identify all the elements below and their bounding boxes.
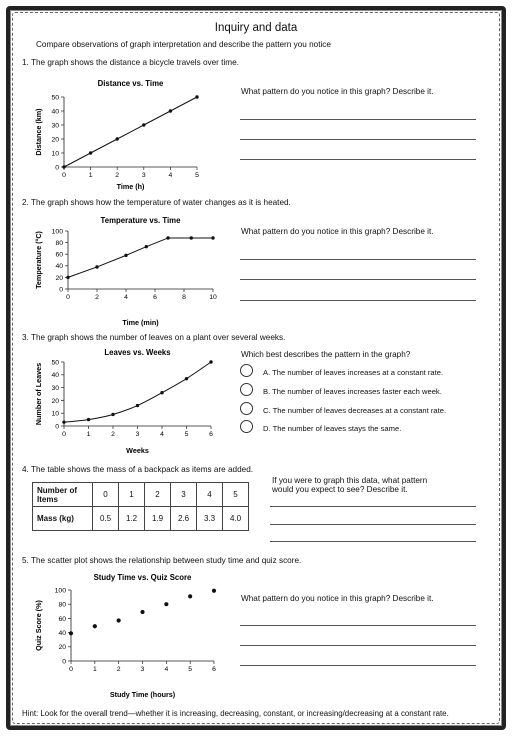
chart-temperature-vs-time xyxy=(30,213,225,330)
question-2-text: 2. The graph shows how the temperature of water changes as it is heated. xyxy=(22,198,291,207)
y-tick-label: 30 xyxy=(51,122,59,130)
data-point xyxy=(116,137,119,140)
question-3-text: 3. The graph shows the number of leaves on a plant over several weeks. xyxy=(22,333,286,342)
x-tick-label: 8 xyxy=(182,294,186,301)
table-row xyxy=(33,483,249,507)
series-line xyxy=(64,97,197,167)
data-point xyxy=(62,420,65,423)
y-tick-label: 10 xyxy=(51,410,59,418)
y-tick-label: 20 xyxy=(51,397,59,405)
data-point xyxy=(166,236,169,239)
choice-b-radio[interactable] xyxy=(240,383,253,396)
answer-line[interactable] xyxy=(240,300,476,301)
y-tick-label: 50 xyxy=(51,94,59,102)
choice-c-label: C. The number of leaves decreases at a constant rate. xyxy=(263,406,447,415)
answer-line[interactable] xyxy=(270,541,476,542)
y-tick-label: 0 xyxy=(55,423,59,431)
question-3-prompt: Which best describes the pattern in the graph? xyxy=(241,350,411,359)
y-tick-label: 60 xyxy=(55,251,63,259)
data-point xyxy=(87,418,90,421)
x-tick-label: 4 xyxy=(164,666,169,673)
y-tick-label: 80 xyxy=(58,601,66,609)
x-axis-label: Time (h) xyxy=(116,182,145,191)
choice-d-label: D. The number of leaves stays the same. xyxy=(263,424,402,433)
answer-line[interactable] xyxy=(240,625,476,626)
answer-line[interactable] xyxy=(240,645,476,646)
y-tick-label: 40 xyxy=(51,372,59,380)
intro-text: Compare observations of graph interpretation and describe the pattern you notice xyxy=(36,40,331,49)
y-tick-label: 40 xyxy=(58,630,66,637)
y-tick-label: 30 xyxy=(51,385,59,392)
y-tick-label: 40 xyxy=(51,108,59,116)
chart-title: Study Time vs. Quiz Score xyxy=(93,573,192,582)
y-tick-label: 60 xyxy=(58,615,66,623)
x-tick-label: 2 xyxy=(111,431,115,438)
x-tick-label: 4 xyxy=(124,294,128,301)
x-tick-label: 5 xyxy=(188,666,193,673)
data-point xyxy=(164,602,168,606)
data-point xyxy=(211,236,214,239)
y-tick-label: 80 xyxy=(55,240,63,247)
y-tick-label: 20 xyxy=(51,136,59,144)
answer-line[interactable] xyxy=(240,259,476,260)
y-axis-label: Distance (km) xyxy=(34,108,43,156)
data-point xyxy=(160,391,163,394)
x-tick-label: 0 xyxy=(62,172,66,179)
data-point xyxy=(209,360,212,363)
mass-table xyxy=(32,482,249,531)
table-cell: 2.6 xyxy=(171,507,197,531)
y-tick-label: 100 xyxy=(51,228,63,236)
x-tick-label: 3 xyxy=(141,172,146,179)
answer-line[interactable] xyxy=(240,139,476,140)
series-line xyxy=(68,238,213,277)
x-tick-label: 10 xyxy=(209,294,217,301)
choice-a-radio[interactable] xyxy=(240,364,253,377)
chart-title: Distance vs. Time xyxy=(97,79,164,88)
table-cell: 0.5 xyxy=(93,507,119,531)
y-tick-label: 50 xyxy=(51,359,59,367)
question-4-text: 4. The table shows the mass of a backpack as items are added. xyxy=(22,465,254,474)
table-cell: 1 xyxy=(119,483,145,507)
data-point xyxy=(140,610,144,614)
answer-line[interactable] xyxy=(270,524,476,525)
y-axis-label: Quiz Score (%) xyxy=(34,600,43,651)
data-point xyxy=(66,276,69,279)
y-tick-label: 20 xyxy=(58,644,66,652)
x-tick-label: 2 xyxy=(116,666,121,673)
data-point xyxy=(169,109,172,112)
x-tick-label: 0 xyxy=(69,666,73,673)
y-tick-label: 0 xyxy=(59,286,63,294)
answer-line[interactable] xyxy=(240,119,476,120)
table-cell: 4 xyxy=(197,483,223,507)
chart-title: Temperature vs. Time xyxy=(100,216,181,225)
data-point xyxy=(117,618,121,622)
question-4-prompt-line2: would you expect to see? Describe it. xyxy=(272,485,408,494)
data-point xyxy=(111,413,114,416)
table-cell: 5 xyxy=(223,483,249,507)
choice-a-label: A. The number of leaves increases at a constant rate. xyxy=(263,368,444,377)
data-point xyxy=(89,151,92,154)
x-tick-label: 3 xyxy=(135,431,140,438)
question-2-prompt: What pattern do you notice in this graph? Describe it. xyxy=(241,227,434,236)
y-tick-label: 40 xyxy=(55,263,63,271)
x-tick-label: 1 xyxy=(86,431,91,438)
data-point xyxy=(195,95,198,98)
table-cell: 1.9 xyxy=(145,507,171,531)
y-tick-label: 100 xyxy=(54,587,66,595)
x-tick-label: 1 xyxy=(88,172,93,179)
x-tick-label: 5 xyxy=(184,431,189,438)
chart-distance-vs-time xyxy=(30,74,220,194)
answer-line[interactable] xyxy=(270,506,476,507)
x-tick-label: 5 xyxy=(195,172,199,179)
chart-study-time-vs-quiz-score xyxy=(30,570,230,703)
y-tick-label: 10 xyxy=(51,150,59,158)
data-point xyxy=(142,123,145,126)
answer-line[interactable] xyxy=(240,159,476,160)
question-5-text: 5. The scatter plot shows the relationship between study time and quiz score. xyxy=(22,556,302,565)
choice-d-radio[interactable] xyxy=(240,420,253,433)
choice-c-radio[interactable] xyxy=(240,402,253,415)
x-tick-label: 3 xyxy=(140,666,145,673)
choice-b-label: B. The number of leaves increases faster each week. xyxy=(263,387,442,396)
table-row xyxy=(33,507,249,531)
x-tick-label: 2 xyxy=(95,294,99,301)
page-title: Inquiry and data xyxy=(214,22,298,34)
question-5-prompt: What pattern do you notice in this graph? Describe it. xyxy=(241,594,434,603)
data-point xyxy=(185,377,188,380)
data-point xyxy=(93,624,97,628)
data-point xyxy=(136,404,139,407)
data-point xyxy=(69,631,73,635)
x-tick-label: 6 xyxy=(153,294,157,301)
x-tick-label: 4 xyxy=(160,431,164,438)
x-tick-label: 0 xyxy=(66,294,70,301)
data-point xyxy=(124,254,127,257)
y-tick-label: 20 xyxy=(55,274,63,282)
x-tick-label: 4 xyxy=(168,172,173,179)
table-cell: 3 xyxy=(171,483,197,507)
chart-title: Leaves vs. Weeks xyxy=(104,348,171,357)
y-tick-label: 0 xyxy=(55,164,59,172)
table-cell: 4.0 xyxy=(223,507,249,531)
question-1-prompt: What pattern do you notice in this graph? Describe it. xyxy=(241,87,434,96)
x-tick-label: 0 xyxy=(62,431,66,438)
y-axis-label: Temperature (°C) xyxy=(34,231,43,289)
table-cell: 3.3 xyxy=(197,507,223,531)
question-1-text: 1. The graph shows the distance a bicycle travels over time. xyxy=(22,58,239,67)
data-point xyxy=(62,165,65,168)
table-cell: 1.2 xyxy=(119,507,145,531)
answer-line[interactable] xyxy=(240,279,476,280)
question-4-prompt-line1: If you were to graph this data, what pattern xyxy=(272,476,428,485)
x-tick-label: 2 xyxy=(115,172,120,179)
data-point xyxy=(145,245,148,248)
x-axis-label: Weeks xyxy=(126,446,149,455)
x-axis-label: Time (min) xyxy=(122,318,159,327)
y-tick-label: 0 xyxy=(62,658,66,666)
series-line xyxy=(64,362,211,422)
x-tick-label: 1 xyxy=(92,666,97,673)
row-header-items: Number of Items xyxy=(33,483,93,507)
data-point xyxy=(95,265,98,268)
data-point xyxy=(212,589,216,593)
hint-text: Hint: Look for the overall trend—whether it is increasing, decreasing, constant, or increasing/decreasing at a constant rate. xyxy=(22,709,449,718)
data-point xyxy=(188,594,192,598)
x-tick-label: 6 xyxy=(209,431,213,438)
x-tick-label: 6 xyxy=(212,666,216,673)
table-cell: 0 xyxy=(93,483,119,507)
chart-leaves-vs-weeks xyxy=(30,345,225,460)
table-cell: 2 xyxy=(145,483,171,507)
x-axis-label: Study Time (hours) xyxy=(109,690,176,699)
answer-line[interactable] xyxy=(240,665,476,666)
row-header-mass: Mass (kg) xyxy=(33,507,93,531)
y-axis-label: Number of Leaves xyxy=(34,362,43,426)
data-point xyxy=(190,236,193,239)
